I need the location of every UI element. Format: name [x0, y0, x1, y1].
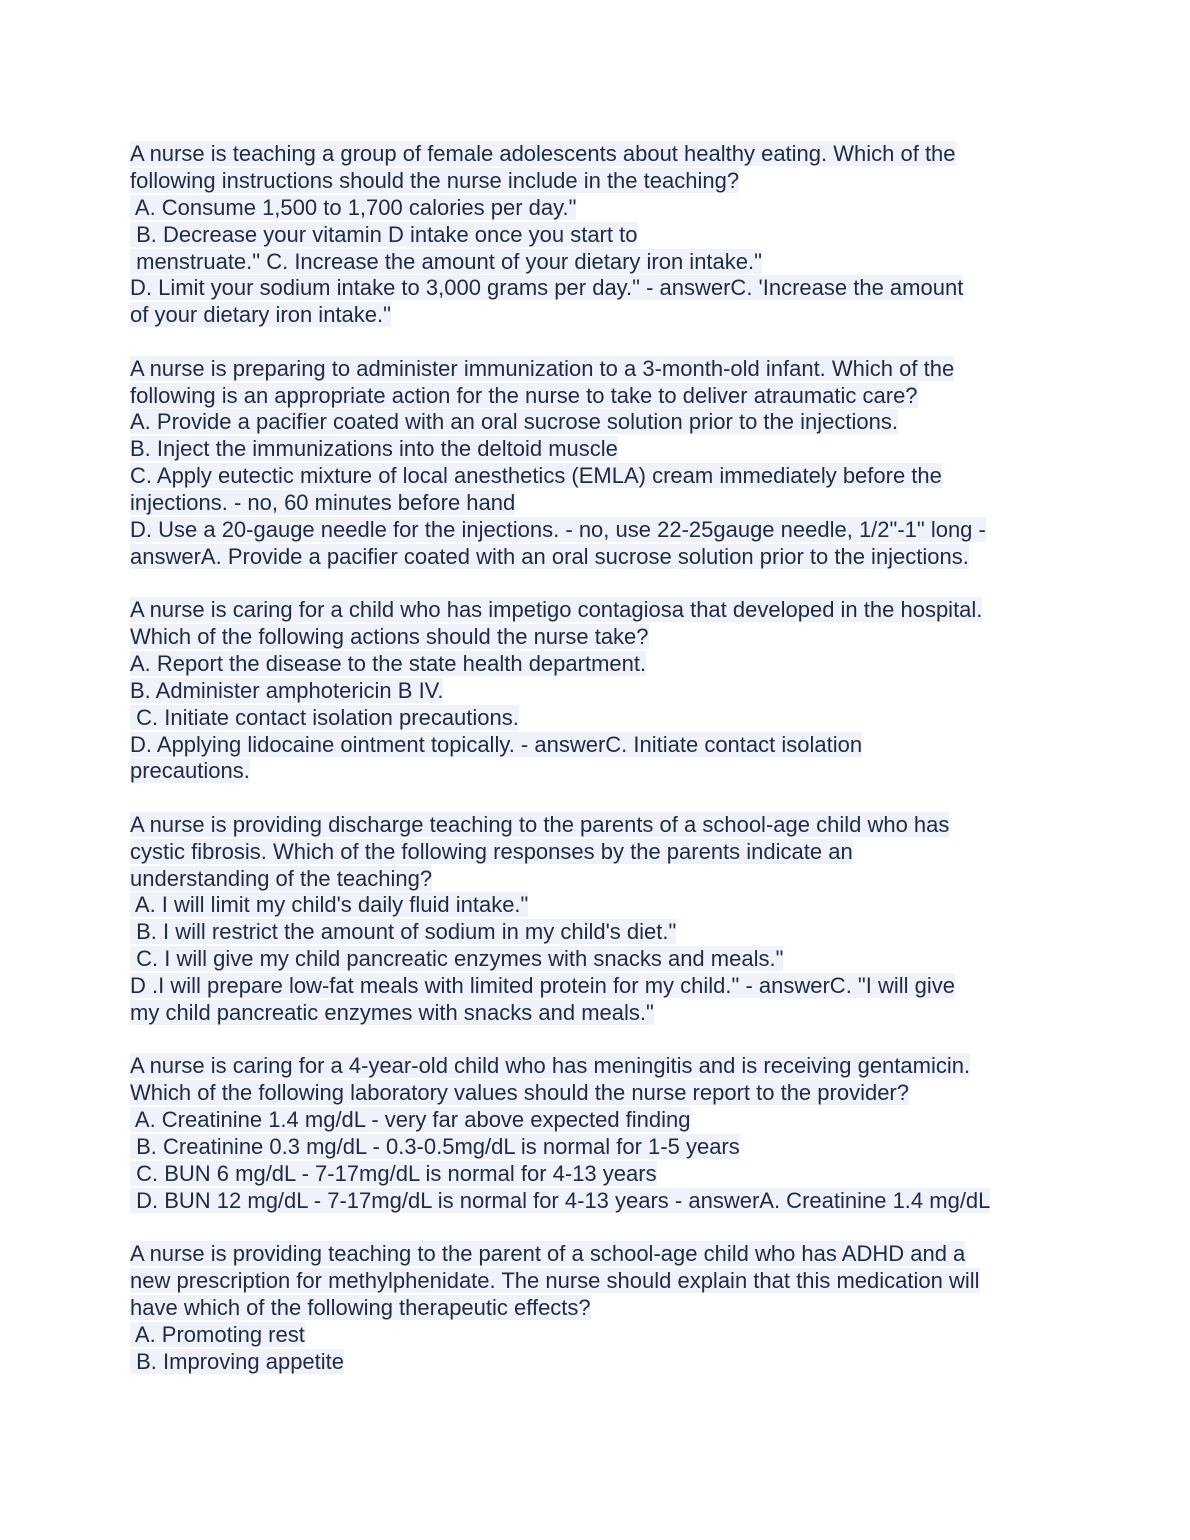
text-line: D. Applying lidocaine ointment topically. - answerC. Initiate contact isolation	[130, 732, 863, 757]
text-line: precautions.	[130, 758, 250, 783]
text-line: B. Improving appetite	[130, 1349, 345, 1374]
text-line: understanding of the teaching?	[130, 866, 433, 891]
text-line: following is an appropriate action for the nurse to take to deliver atraumatic care?	[130, 383, 918, 408]
text-line: A nurse is preparing to administer immunization to a 3-month-old infant. Which of the	[130, 356, 955, 381]
text-line: of your dietary iron intake."	[130, 302, 391, 327]
text-line: A. Creatinine 1.4 mg/dL - very far above expected finding	[130, 1107, 691, 1132]
text-line: A. Report the disease to the state health department.	[130, 651, 647, 676]
text-line: B. I will restrict the amount of sodium in my child's diet."	[130, 919, 677, 944]
text-line: Which of the following laboratory values should the nurse report to the provider?	[130, 1080, 909, 1105]
text-line: A nurse is caring for a 4-year-old child who has meningitis and is receiving gentamicin.	[130, 1053, 971, 1078]
text-line: A nurse is providing discharge teaching to the parents of a school-age child who has	[130, 812, 950, 837]
text-line: D .I will prepare low-fat meals with limited protein for my child." - answerC. "I will give	[130, 973, 955, 998]
text-line: B. Creatinine 0.3 mg/dL - 0.3-0.5mg/dL is normal for 1-5 years	[130, 1134, 740, 1159]
text-line: A. Provide a pacifier coated with an oral sucrose solution prior to the injections.	[130, 409, 898, 434]
text-line: my child pancreatic enzymes with snacks and meals."	[130, 1000, 654, 1025]
text-line: have which of the following therapeutic effects?	[130, 1295, 591, 1320]
text-line: A nurse is teaching a group of female adolescents about healthy eating. Which of the	[130, 141, 956, 166]
text-line: B. Inject the immunizations into the deltoid muscle	[130, 436, 618, 461]
text-line: B. Administer amphotericin B IV.	[130, 678, 444, 703]
text-line: following instructions should the nurse include in the teaching?	[130, 168, 740, 193]
text-line: C. BUN 6 mg/dL - 7-17mg/dL is normal for 4-13 years	[130, 1161, 657, 1186]
text-line: A. I will limit my child's daily fluid intake."	[130, 892, 529, 917]
text-line: A. Consume 1,500 to 1,700 calories per day."	[130, 195, 577, 220]
text-line: C. Apply eutectic mixture of local anesthetics (EMLA) cream immediately before the	[130, 463, 942, 488]
text-line: answerA. Provide a pacifier coated with an oral sucrose solution prior to the injections.	[130, 544, 969, 569]
text-line: Which of the following actions should the nurse take?	[130, 624, 649, 649]
text-line: D. BUN 12 mg/dL - 7-17mg/dL is normal for 4-13 years - answerA. Creatinine 1.4 mg/dL	[130, 1188, 991, 1213]
text-line: cystic fibrosis. Which of the following responses by the parents indicate an	[130, 839, 853, 864]
text-line: D. Limit your sodium intake to 3,000 grams per day." - answerC. 'Increase the amount	[130, 275, 964, 300]
text-line: new prescription for methylphenidate. The nurse should explain that this medication will	[130, 1268, 980, 1293]
text-line: injections. - no, 60 minutes before hand	[130, 490, 516, 515]
text-line: A. Promoting rest	[130, 1322, 305, 1347]
text-line: A nurse is providing teaching to the parent of a school-age child who has ADHD and a	[130, 1241, 966, 1266]
text-line: menstruate." C. Increase the amount of your dietary iron intake."	[130, 249, 762, 274]
text-line: C. Initiate contact isolation precautions.	[130, 705, 519, 730]
text-line: C. I will give my child pancreatic enzymes with snacks and meals."	[130, 946, 784, 971]
text-line: A nurse is caring for a child who has impetigo contagiosa that developed in the hospital.	[130, 597, 983, 622]
text-line: D. Use a 20-gauge needle for the injections. - no, use 22-25gauge needle, 1/2"-1" long -	[130, 517, 986, 542]
text-line: B. Decrease your vitamin D intake once you start to	[130, 222, 638, 247]
